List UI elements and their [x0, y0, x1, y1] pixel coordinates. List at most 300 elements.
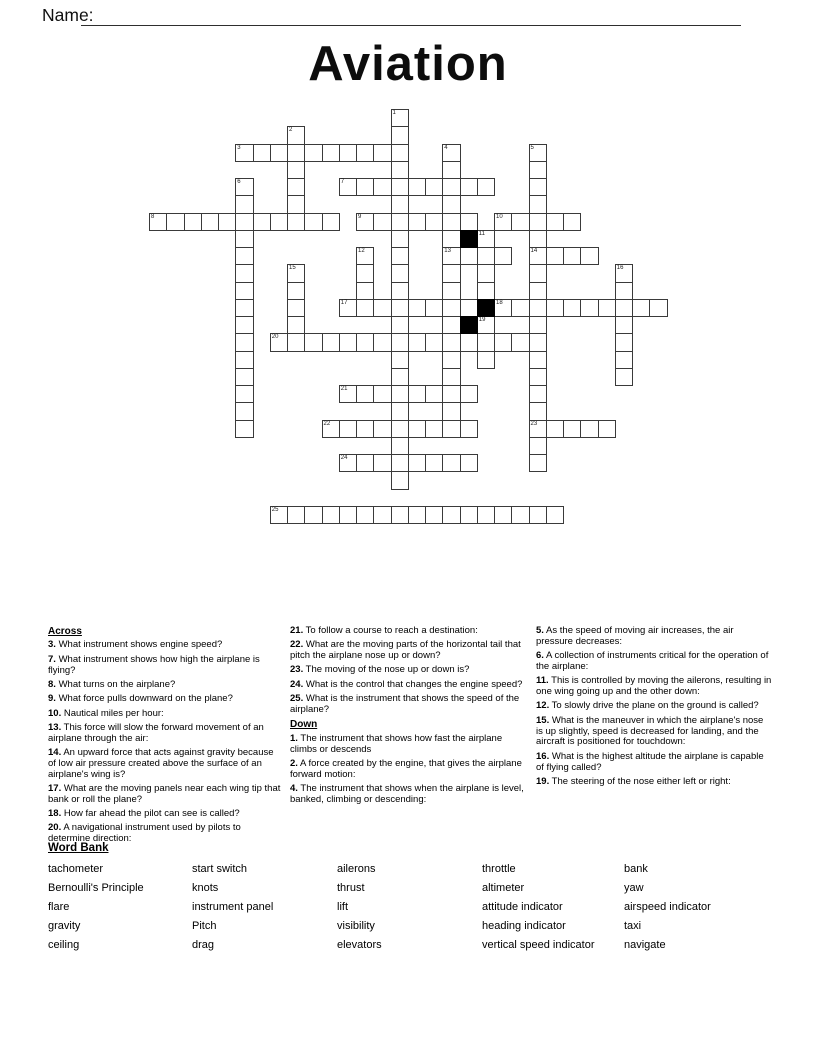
clue: 21. To follow a course to reach a destination:: [290, 625, 478, 636]
clue: 3. What instrument shows engine speed?: [48, 639, 223, 651]
name-label: Name:: [42, 5, 94, 25]
grid-cell[interactable]: [356, 454, 374, 472]
grid-cell[interactable]: [649, 299, 667, 317]
grid-cell[interactable]: [408, 333, 426, 351]
clue: 17. What are the moving panels near each wing tip that bank or roll the plane?: [48, 783, 281, 805]
grid-cell[interactable]: [442, 385, 460, 403]
clue: 24. What is the control that changes the engine speed?: [290, 678, 523, 690]
grid-cell[interactable]: [391, 506, 409, 524]
grid-cell[interactable]: [270, 506, 288, 524]
grid-cell[interactable]: [477, 282, 495, 300]
grid-cell[interactable]: [615, 299, 633, 317]
grid-cell[interactable]: [235, 351, 253, 369]
grid-cell[interactable]: [529, 195, 547, 213]
word-bank-item: heading indicator: [482, 920, 566, 932]
grid-cell[interactable]: [235, 282, 253, 300]
cell-number: 23: [530, 420, 538, 427]
grid-cell[interactable]: [391, 316, 409, 334]
grid-cell[interactable]: [529, 351, 547, 369]
grid-cell[interactable]: [460, 247, 478, 265]
grid-cell[interactable]: [425, 178, 443, 196]
grid-cell[interactable]: [442, 195, 460, 213]
grid-cell[interactable]: [391, 247, 409, 265]
clue-number: 15.: [536, 714, 550, 726]
grid-cell[interactable]: [184, 213, 202, 231]
grid-cell[interactable]: [391, 178, 409, 196]
grid-cell[interactable]: [322, 506, 340, 524]
grid-cell[interactable]: [391, 402, 409, 420]
grid-cell[interactable]: [546, 247, 564, 265]
crossword-grid: [149, 109, 668, 524]
grid-cell[interactable]: [598, 420, 616, 438]
grid-cell[interactable]: [442, 213, 460, 231]
grid-cell[interactable]: [391, 282, 409, 300]
grid-cell[interactable]: [304, 506, 322, 524]
word-bank-item: elevators: [337, 939, 382, 951]
grid-cell[interactable]: [511, 506, 529, 524]
page-title: Aviation: [308, 37, 508, 91]
grid-cell[interactable]: [356, 299, 374, 317]
clue-number: 25.: [290, 693, 304, 705]
grid-cell[interactable]: [391, 126, 409, 144]
clues-column-down: [536, 626, 772, 791]
grid-cell[interactable]: [460, 506, 478, 524]
word-bank-item: Pitch: [192, 920, 217, 932]
clue: 12. To slowly drive the plane on the ground is called?: [536, 700, 759, 712]
grid-cell[interactable]: [287, 299, 305, 317]
grid-cell[interactable]: [494, 299, 512, 317]
grid-cell[interactable]: [529, 420, 547, 438]
grid-cell[interactable]: [529, 161, 547, 179]
grid-cell[interactable]: [563, 247, 581, 265]
grid-cell[interactable]: [529, 333, 547, 351]
grid-cell[interactable]: [529, 506, 547, 524]
grid-cell[interactable]: [529, 144, 547, 162]
grid-cell[interactable]: [529, 264, 547, 282]
word-bank-item: start switch: [192, 863, 248, 875]
grid-cell[interactable]: [235, 195, 253, 213]
grid-cell[interactable]: [287, 316, 305, 334]
cell-number: 21: [340, 386, 348, 392]
grid-cell[interactable]: [339, 299, 357, 317]
cell-number: 2: [289, 127, 293, 134]
grid-cell[interactable]: [546, 299, 564, 317]
grid-cell[interactable]: [529, 247, 547, 265]
grid-cell[interactable]: [442, 420, 460, 438]
clue-number: 24.: [290, 678, 304, 690]
word-bank-item: thrust: [337, 882, 365, 894]
grid-cell[interactable]: [373, 454, 391, 472]
grid-cell[interactable]: [339, 385, 357, 403]
clue-section-header: Down: [290, 719, 318, 731]
clue: 2. A force created by the engine, that gives the airplane forward motion:: [290, 757, 522, 780]
word-bank-item: vertical speed indicator: [482, 939, 595, 951]
cell-number: 19: [478, 317, 486, 323]
grid-cell[interactable]: [373, 420, 391, 438]
word-bank-item: throttle: [482, 863, 516, 875]
clue-number: 19.: [536, 775, 550, 787]
clue: 18. How far ahead the pilot can see is called?: [48, 808, 240, 820]
grid-cell[interactable]: [460, 454, 478, 472]
grid-cell[interactable]: [529, 402, 547, 420]
word-bank-item: attitude indicator: [482, 901, 563, 913]
grid-cell[interactable]: [529, 454, 547, 472]
grid-cell[interactable]: [580, 299, 598, 317]
word-bank-title: Word Bank: [48, 842, 109, 854]
grid-cell[interactable]: [529, 316, 547, 334]
grid-cell[interactable]: [373, 385, 391, 403]
word-bank-item: taxi: [624, 920, 642, 932]
grid-cell[interactable]: [408, 299, 426, 317]
grid-cell[interactable]: [632, 299, 650, 317]
word-bank-item: drag: [192, 939, 215, 951]
grid-cell[interactable]: [235, 230, 253, 248]
grid-cell[interactable]: [391, 109, 409, 127]
word-bank-item: altimeter: [482, 882, 525, 894]
cell-number: 14: [530, 248, 538, 254]
grid-cell[interactable]: [270, 213, 288, 231]
clue-number: 12.: [536, 700, 550, 712]
word-bank-item: ailerons: [337, 863, 376, 875]
grid-cell[interactable]: [460, 213, 478, 231]
grid-cell[interactable]: [529, 385, 547, 403]
clue: 19. The steering of the nose either left or right:: [536, 775, 731, 787]
cell-number: 12: [358, 248, 365, 254]
grid-cell[interactable]: [304, 333, 322, 351]
grid-cell[interactable]: [391, 333, 409, 351]
grid-cell[interactable]: [391, 420, 409, 438]
grid-cell[interactable]: [442, 282, 460, 300]
grid-cell[interactable]: [287, 195, 305, 213]
clue-number: 23.: [290, 664, 304, 676]
grid-cell[interactable]: [442, 230, 460, 248]
grid-cell[interactable]: [391, 385, 409, 403]
grid-cell[interactable]: [339, 178, 357, 196]
grid-cell[interactable]: [442, 402, 460, 420]
grid-cell[interactable]: [408, 506, 426, 524]
grid-cell[interactable]: [425, 333, 443, 351]
grid-cell[interactable]: [442, 144, 460, 162]
grid-cell[interactable]: [529, 368, 547, 386]
clue-number: 14.: [48, 747, 62, 759]
black-cell: [460, 316, 478, 334]
grid-cell[interactable]: [235, 420, 253, 438]
cell-number: 17: [340, 299, 348, 306]
grid-cell[interactable]: [235, 299, 253, 317]
grid-cell[interactable]: [391, 144, 409, 162]
grid-cell[interactable]: [235, 213, 253, 231]
grid-cell[interactable]: [529, 299, 547, 317]
name-input-line[interactable]: [81, 2, 741, 26]
grid-cell[interactable]: [615, 368, 633, 386]
grid-cell[interactable]: [477, 247, 495, 265]
word-bank-item: lift: [337, 901, 348, 913]
clue: 20. A navigational instrument used by pilots to determine direction:: [48, 822, 241, 845]
grid-cell[interactable]: [339, 506, 357, 524]
grid-cell[interactable]: [460, 299, 478, 317]
grid-cell[interactable]: [322, 333, 340, 351]
grid-cell[interactable]: [287, 333, 305, 351]
grid-cell[interactable]: [425, 506, 443, 524]
grid-cell[interactable]: [235, 368, 253, 386]
grid-cell[interactable]: [287, 161, 305, 179]
grid-cell[interactable]: [494, 247, 512, 265]
grid-cell[interactable]: [460, 385, 478, 403]
grid-cell[interactable]: [442, 299, 460, 317]
grid-cell[interactable]: [373, 144, 391, 162]
grid-cell[interactable]: [373, 333, 391, 351]
grid-cell[interactable]: [356, 506, 374, 524]
grid-cell[interactable]: [408, 420, 426, 438]
grid-cell[interactable]: [494, 213, 512, 231]
clue-number: 21.: [290, 625, 304, 636]
cell-number: 20: [271, 334, 279, 341]
grid-cell[interactable]: [408, 213, 426, 231]
grid-cell[interactable]: [356, 144, 374, 162]
clue-number: 5.: [536, 625, 544, 636]
grid-cell[interactable]: [511, 213, 529, 231]
clue: 22. What are the moving parts of the horizontal tail that pitch the airplane nose up or down?: [290, 639, 521, 662]
grid-cell[interactable]: [356, 282, 374, 300]
grid-cell[interactable]: [235, 178, 253, 196]
clue: 11. This is controlled by moving the ailerons, resulting in one wing going up and the other down:: [536, 675, 772, 698]
grid-cell[interactable]: [477, 506, 495, 524]
grid-cell[interactable]: [425, 299, 443, 317]
grid-cell[interactable]: [408, 178, 426, 196]
grid-cell[interactable]: [391, 213, 409, 231]
grid-cell[interactable]: [615, 264, 633, 282]
grid-cell[interactable]: [287, 506, 305, 524]
grid-cell[interactable]: [442, 178, 460, 196]
grid-cell[interactable]: [339, 144, 357, 162]
clue: 16. What is the highest altitude the airplane is capable of flying called?: [536, 750, 764, 773]
grid-cell[interactable]: [287, 144, 305, 162]
word-bank-item: airspeed indicator: [624, 901, 711, 913]
grid-cell[interactable]: [356, 264, 374, 282]
grid-cell[interactable]: [563, 299, 581, 317]
grid-cell[interactable]: [442, 247, 460, 265]
grid-cell[interactable]: [529, 230, 547, 248]
grid-cell[interactable]: [235, 247, 253, 265]
grid-cell[interactable]: [425, 420, 443, 438]
grid-cell[interactable]: [477, 230, 495, 248]
grid-cell[interactable]: [391, 351, 409, 369]
grid-cell[interactable]: [373, 213, 391, 231]
grid-cell[interactable]: [529, 282, 547, 300]
grid-cell[interactable]: [391, 161, 409, 179]
grid-cell[interactable]: [529, 213, 547, 231]
clue: 6. A collection of instruments critical for the operation of the airplane:: [536, 650, 769, 672]
grid-cell[interactable]: [615, 333, 633, 351]
word-bank-item: instrument panel: [192, 901, 274, 913]
grid-cell[interactable]: [356, 385, 374, 403]
grid-cell[interactable]: [494, 506, 512, 524]
clues-column-middle: [290, 626, 526, 809]
cell-number: 24: [340, 455, 348, 461]
grid-cell[interactable]: [580, 420, 598, 438]
grid-cell[interactable]: [356, 333, 374, 351]
grid-cell[interactable]: [356, 213, 374, 231]
word-bank: [48, 842, 780, 958]
clue-number: 16.: [536, 750, 550, 762]
word-bank-item: flare: [48, 901, 70, 913]
grid-cell[interactable]: [494, 333, 512, 351]
grid-cell[interactable]: [442, 161, 460, 179]
cell-number: 8: [151, 213, 155, 220]
grid-cell[interactable]: [391, 471, 409, 489]
cell-number: 13: [444, 248, 451, 254]
clue-number: 3.: [48, 639, 56, 651]
grid-cell[interactable]: [287, 264, 305, 282]
grid-cell[interactable]: [477, 264, 495, 282]
grid-cell[interactable]: [218, 213, 236, 231]
grid-cell[interactable]: [442, 351, 460, 369]
clue-number: 9.: [48, 693, 56, 705]
grid-cell[interactable]: [322, 213, 340, 231]
cell-number: 7: [340, 179, 345, 185]
grid-cell[interactable]: [460, 178, 478, 196]
grid-cell[interactable]: [235, 264, 253, 282]
grid-cell[interactable]: [391, 264, 409, 282]
clue-number: 22.: [290, 639, 304, 651]
grid-cell[interactable]: [442, 333, 460, 351]
cell-number: 16: [616, 265, 624, 272]
grid-cell[interactable]: [373, 299, 391, 317]
grid-cell[interactable]: [270, 144, 288, 162]
grid-cell[interactable]: [425, 454, 443, 472]
grid-cell[interactable]: [477, 333, 495, 351]
cell-number: 22: [323, 420, 331, 427]
grid-cell[interactable]: [356, 178, 374, 196]
grid-cell[interactable]: [304, 213, 322, 231]
grid-cell[interactable]: [563, 420, 581, 438]
grid-cell[interactable]: [442, 316, 460, 334]
cell-number: 10: [496, 213, 503, 220]
clue-number: 18.: [48, 808, 62, 820]
grid-cell[interactable]: [442, 264, 460, 282]
grid-cell[interactable]: [477, 316, 495, 334]
cell-number: 18: [496, 299, 503, 306]
grid-cell[interactable]: [235, 385, 253, 403]
grid-cell[interactable]: [391, 454, 409, 472]
grid-cell[interactable]: [563, 213, 581, 231]
grid-cell[interactable]: [442, 506, 460, 524]
clue: 8. What turns on the airplane?: [48, 678, 176, 690]
grid-cell[interactable]: [546, 506, 564, 524]
black-cell: [460, 230, 478, 248]
grid-cell[interactable]: [598, 299, 616, 317]
grid-cell[interactable]: [270, 333, 288, 351]
grid-cell[interactable]: [477, 351, 495, 369]
grid-cell[interactable]: [235, 144, 253, 162]
clue: 5. As the speed of moving air increases, the air pressure decreases:: [536, 625, 734, 647]
grid-cell[interactable]: [408, 454, 426, 472]
grid-cell[interactable]: [253, 213, 271, 231]
cell-number: 3: [237, 144, 241, 151]
grid-cell[interactable]: [442, 368, 460, 386]
cell-number: 15: [289, 265, 296, 272]
grid-cell[interactable]: [373, 506, 391, 524]
clue: 15. What is the maneuver in which the airplane's nose is up slightly, speed is decreased for landing, and the aircraft is positioned for touchdown:: [536, 714, 764, 748]
clue: 1. The instrument that shows how fast the airplane climbs or descends: [290, 732, 503, 755]
cell-number: 25: [271, 506, 279, 513]
clue: 13. This force will slow the forward movement of an airplane through the air:: [48, 721, 264, 744]
grid-cell[interactable]: [391, 368, 409, 386]
cell-number: 1: [392, 110, 396, 116]
clue: 10. Nautical miles per hour:: [48, 707, 164, 719]
grid-cell[interactable]: [391, 437, 409, 455]
clue-number: 2.: [290, 757, 298, 769]
grid-cell[interactable]: [287, 126, 305, 144]
grid-cell[interactable]: [304, 144, 322, 162]
clue-number: 20.: [48, 822, 62, 834]
grid-cell[interactable]: [287, 213, 305, 231]
grid-cell[interactable]: [356, 247, 374, 265]
clue: 25. What is the instrument that shows the speed of the airplane?: [290, 693, 520, 715]
word-bank-item: bank: [624, 863, 648, 875]
grid-cell[interactable]: [391, 195, 409, 213]
clue-number: 4.: [290, 783, 298, 794]
grid-cell[interactable]: [615, 316, 633, 334]
grid-cell[interactable]: [477, 178, 495, 196]
grid-cell[interactable]: [391, 230, 409, 248]
cell-number: 4: [444, 144, 448, 151]
grid-cell[interactable]: [442, 454, 460, 472]
grid-cell[interactable]: [511, 333, 529, 351]
grid-cell[interactable]: [235, 316, 253, 334]
grid-cell[interactable]: [235, 333, 253, 351]
grid-cell[interactable]: [408, 385, 426, 403]
grid-cell[interactable]: [425, 385, 443, 403]
grid-cell[interactable]: [373, 178, 391, 196]
grid-cell[interactable]: [425, 213, 443, 231]
cell-number: 6: [237, 179, 241, 185]
clue-number: 13.: [48, 721, 62, 733]
grid-cell[interactable]: [615, 282, 633, 300]
grid-cell[interactable]: [322, 144, 340, 162]
grid-cell[interactable]: [339, 454, 357, 472]
cell-number: 5: [530, 144, 534, 151]
grid-cell[interactable]: [253, 144, 271, 162]
grid-cell[interactable]: [356, 420, 374, 438]
clue: 9. What force pulls downward on the plane?: [48, 693, 233, 705]
grid-cell[interactable]: [339, 420, 357, 438]
grid-cell[interactable]: [460, 420, 478, 438]
grid-cell[interactable]: [391, 299, 409, 317]
grid-cell[interactable]: [287, 282, 305, 300]
grid-cell[interactable]: [235, 402, 253, 420]
word-bank-item: Bernoulli's Principle: [48, 882, 144, 894]
grid-cell[interactable]: [546, 420, 564, 438]
grid-cell[interactable]: [511, 299, 529, 317]
grid-cell[interactable]: [149, 213, 167, 231]
grid-cell[interactable]: [287, 178, 305, 196]
grid-cell[interactable]: [201, 213, 219, 231]
grid-cell[interactable]: [615, 351, 633, 369]
grid-cell[interactable]: [166, 213, 184, 231]
clue-number: 1.: [290, 732, 298, 744]
grid-cell[interactable]: [460, 333, 478, 351]
grid-cell[interactable]: [580, 247, 598, 265]
grid-cell[interactable]: [546, 213, 564, 231]
clue-number: 7.: [48, 653, 56, 665]
clue-number: 11.: [536, 675, 549, 687]
grid-cell[interactable]: [529, 178, 547, 196]
grid-cell[interactable]: [529, 437, 547, 455]
grid-cell[interactable]: [339, 333, 357, 351]
word-bank-item: knots: [192, 882, 219, 894]
grid-cell[interactable]: [322, 420, 340, 438]
